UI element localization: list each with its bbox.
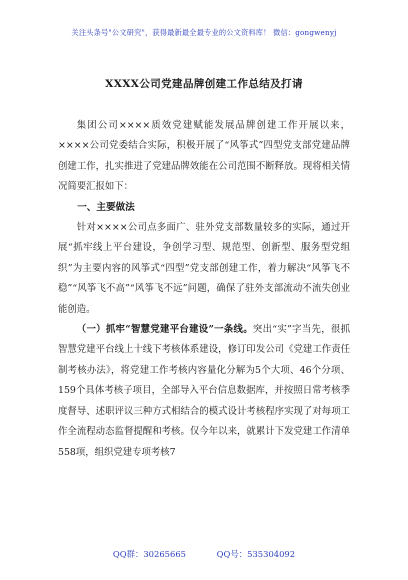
footer-qq-group: QQ群：30265665 — [112, 549, 186, 559]
footer — [0, 548, 408, 560]
section-heading: 一、主要做法 — [77, 201, 135, 213]
subsection-paragraph — [58, 320, 350, 463]
subsection-text: 突出“实”字当先，很抓智慧党建平台线上十线下考核体系建设，修订印发公司《党建工作责任制考核办法》，将党建工作考核内容量化分解为5个大项、46个分项、159个具体考核子项目，全部导入平台信息数据库，并按照日常考核季度督导、述职评议三种方式相结合的模式设计考核程序实现了对每项工作全流程动态监督提醒和考核。仅今年以来，就累计下发党建工作清单558项，组织党建专项考核7 — [58, 324, 350, 458]
footer-qq-number: QQ号：535304092 — [216, 549, 296, 559]
intro-paragraph: 集团公司××××质效党建赋能发展品牌创建工作开展以来，××××公司党委结合实际，积极开展了“风筝式”四型党支部党建品牌创建工作，扎实推进了党建品牌效能在公司范围不断释放。现将相关情况简要汇报如下： — [58, 120, 350, 193]
header-note: 关注头条号"公文研究"，获得最新最全最专业的公文资料库！ 微信：gongwenyj — [71, 28, 337, 37]
document-body — [58, 116, 350, 463]
section-paragraph: 针对××××公司点多面广、驻外党支部数量较多的实际，通过开展“抓牢线上平台建设，争创学习型、规范型、创新型、服务型党组织”为主要内容的风筝式“四型”党支部创建工作，着力解决“风筝飞不稳”“风筝飞不高”“风筝飞不远”问题，确保了驻外支部流动不流失创业能创造。 — [58, 222, 350, 315]
document-title: XXXX公司党建品牌创建工作总结及打请 — [105, 78, 303, 90]
subsection-heading: （一）抓牢“智慧党建平台建设”一条线。 — [76, 324, 253, 336]
